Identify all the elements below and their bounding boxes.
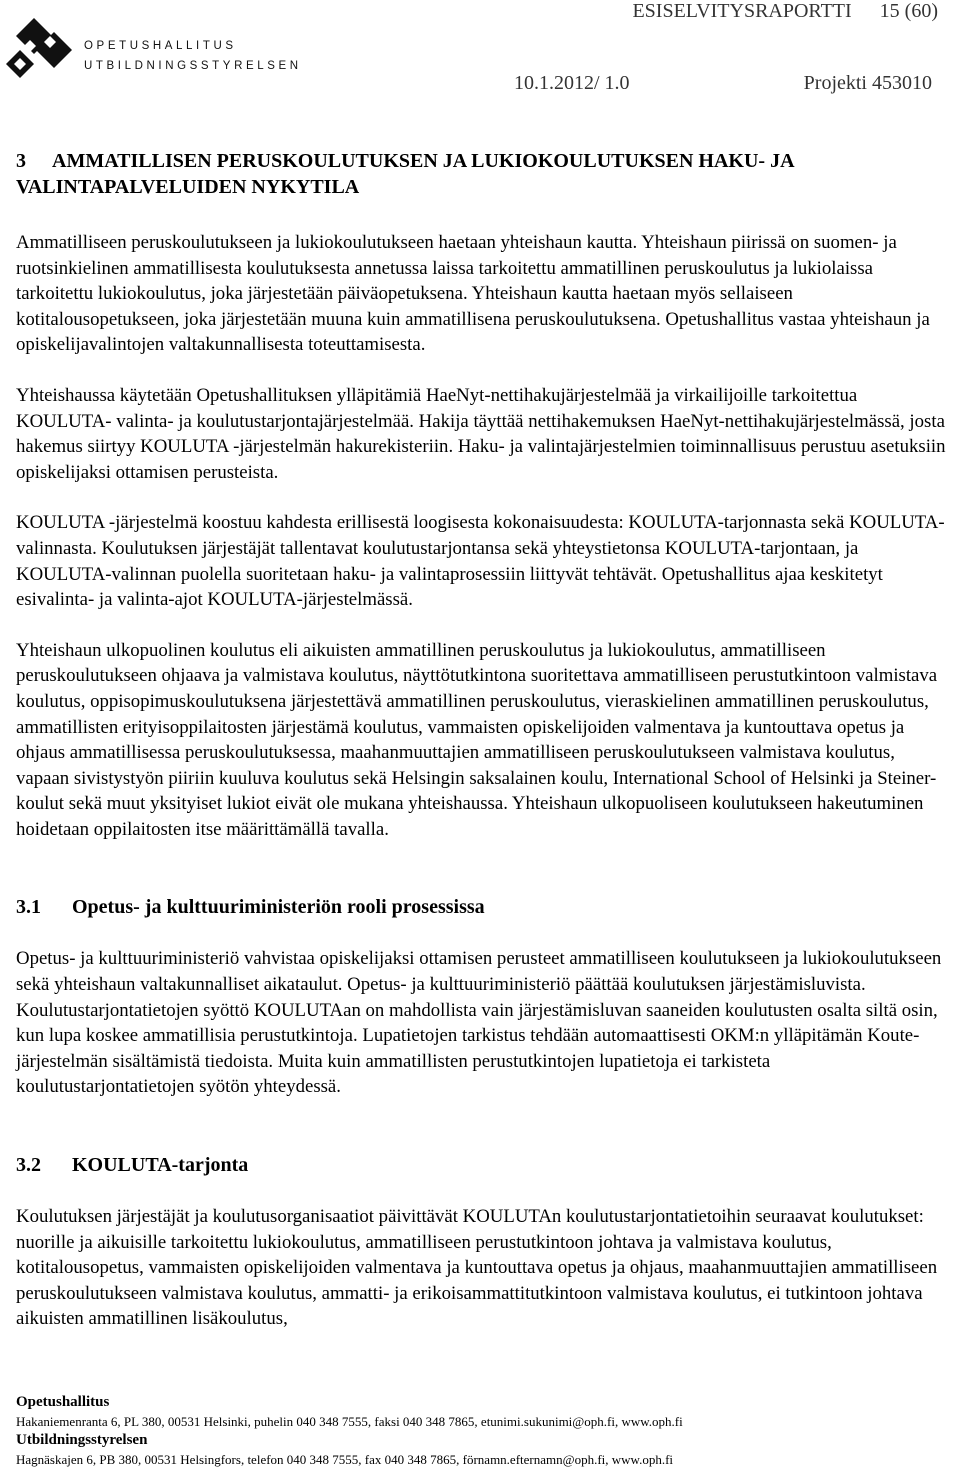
section-title: KOULUTA-tarjonta xyxy=(72,1154,249,1177)
page-number: 15 (60) xyxy=(879,0,938,22)
logo-diamond-icon xyxy=(6,18,76,82)
section-title-line-1: AMMATILLISEN PERUSKOULUTUKSEN JA LUKIOKOULUTUKSEN HAKU- JA xyxy=(52,150,795,172)
paragraph: Yhteishaun ulkopuolinen koulutus eli aikuisten ammatillinen peruskoulutus ja lukiokoulutus, ammatilliseen peruskoulutukseen ohjaava ja valmistava koulutus, näyttötutkintona suoritettava ammatilliseen perustutkintoon valmistava koulutus, oppisopimuskoulutuksena järjestettävä ammatillinen peruskoulutus, vieraskielinen ammatillinen peruskoulutus, ammatillisten erityisoppilaitosten järjestämä koulutus, vammaisten opiskelijoiden valmentava ja kuntouttava opetus ja ohjaus ammatillisessa peruskoulutuksessa, maahanmuuttajien ammatilliseen peruskoulutukseen valmistava koulutus, vapaan sivistystyön piiriin kuuluva koulutus sekä Helsingin saksalainen koulu, International School of Helsinki ja Steiner-koulut sekä muut yksityiset lukiot eivät ole mukana yhteishaussa. Yhteishaun ulkopuoliseen koulutukseen hakeutuminen hoidetaan oppilaitosten itse määrittämällä tavalla. xyxy=(16,639,938,840)
footer-org-sv: Utbildningsstyrelsen xyxy=(16,1432,148,1448)
footer-address-fi: Hakaniemenranta 6, PL 380, 00531 Helsinki, puhelin 040 348 7555, faksi 040 348 7865, etunimi.sukunimi@oph.fi, www.oph.fi xyxy=(16,1414,683,1429)
section-3-1-heading xyxy=(16,894,946,920)
paragraph: Koulutuksen järjestäjät ja koulutusorganisaatiot päivittävät KOULUTAn koulutustarjontatietoihin seuraavat koulutukset: nuorille ja aikuisille tarkoitettu lukiokoulutus, ammatilliseen perustutkintoon johtava ja valmistava koulutus, kotitalousopetus, vammaisten opiskelijoiden valmentava ja kuntouttava opetus ja ohjaus, maahanmuuttajien ammatilliseen peruskoulutukseen valmistava koulutus, ammatti- ja erikoisammattitutkintoon valmistava koulutus, ei tutkintoon johtava aikuisten ammatillinen lisäkoulutus, xyxy=(16,1206,938,1330)
project-number: Projekti 453010 xyxy=(803,72,932,94)
paragraph: Opetus- ja kulttuuriministeriö vahvistaa opiskelijaksi ottamisen perusteet ammatilliseen koulutukseen ja lukiokoulutukseen sekä yhteishaun valtakunnalliset aikataulut. Opetus- ja kulttuuriministeriö päättää koulutuksen järjestämisluvista. Koulutustarjontatietojen syöttö KOULUTAan on mahdollista vain järjestämisluvan saaneiden koulutusten osalta siltä osin, kun lupa koskee ammatillisia perustutkintoja. Lupatietojen tarkistus tehdään automaattisesti OKM:n ylläpitämän Koute-järjestelmän sisältämistä tiedoista. Muita kuin ammatillisten perustutkintojen lupatietoja ei tarkisteta koulutustarjontatietojen syötön yhteydessä. xyxy=(16,948,942,1098)
header-doc-info xyxy=(632,0,938,23)
section-number: 3.2 xyxy=(16,1154,41,1177)
section-number: 3 xyxy=(16,150,26,172)
section-3-2-heading xyxy=(16,1152,946,1178)
header-meta xyxy=(514,72,932,95)
logo-line-2: UTBILDNINGSSTYRELSEN xyxy=(84,60,302,72)
footer-address-sv: Hagnäskajen 6, PB 380, 00531 Helsingfors, telefon 040 348 7555, fax 040 348 7865, förnamn.efternamn@oph.fi, www.oph.fi xyxy=(16,1452,674,1467)
main-content xyxy=(16,148,946,1332)
date-version: 10.1.2012/ 1.0 xyxy=(514,72,630,94)
opetushallitus-logo xyxy=(6,18,302,82)
logo-line-1: OPETUSHALLITUS xyxy=(84,40,237,52)
logo-text xyxy=(84,36,302,76)
doc-type: ESISELVITYSRAPORTTI xyxy=(632,0,852,22)
footer-org-fi: Opetushallitus xyxy=(16,1394,110,1410)
section-number: 3.1 xyxy=(16,896,41,919)
paragraph: Yhteishaussa käytetään Opetushallituksen ylläpitämiä HaeNyt-nettihakujärjestelmää ja virkailijoille tarkoitettua KOULUTA- valinta- ja koulutustarjontajärjestelmää. Hakija täyttää nettihakemuksen HaeNyt-nettihakujärjestelmässä, josta hakemus siirtyy KOULUTA -järjestelmän hakurekisteriin. Haku- ja valintajärjestelmien toiminnallisuus perustuu asetuksiin opiskelijaksi ottamisen perusteista. xyxy=(16,384,946,483)
paragraph: Ammatilliseen peruskoulutukseen ja lukiokoulutukseen haetaan yhteishaun kautta. Yhteishaun piirissä on suomen- ja ruotsinkielinen ammatillisesta koulutuksesta annetussa laissa tarkoitettu ammatillinen peruskoulutus ja lukiolaissa tarkoitettu lukiokoulutus, joka järjestetään päiväopetuksena. Yhteishaun kautta haetaan myös sellaiseen kotitalousopetukseen, joka järjestetään muuna kuin ammatillisena peruskoulutuksena. Opetushallitus vastaa yhteishaun ja opiskelijavalintojen valtakunnallisesta toteuttamisesta. xyxy=(16,232,930,356)
section-3-heading xyxy=(16,148,946,200)
page-footer xyxy=(16,1393,946,1469)
section-title-line-2: VALINTAPALVELUIDEN NYKYTILA xyxy=(16,176,360,198)
paragraph: KOULUTA -järjestelmä koostuu kahdesta erillisestä loogisesta kokonaisuudesta: KOULUTA-tarjonnasta sekä KOULUTA-valinnasta. Koulutuksen järjestäjät tallentavat koulutustarjontansa sekä yhteystietonsa KOULUTA-tarjontaan, ja KOULUTA-valinnan puolella suoritetaan haku- ja valintaprosessiin liittyvät tehtävät. Opetushallitus ajaa keskitetyt esivalinta- ja valinta-ajot KOULUTA-järjestelmässä. xyxy=(16,512,945,611)
section-title: Opetus- ja kulttuuriministeriön rooli prosessissa xyxy=(72,896,485,919)
